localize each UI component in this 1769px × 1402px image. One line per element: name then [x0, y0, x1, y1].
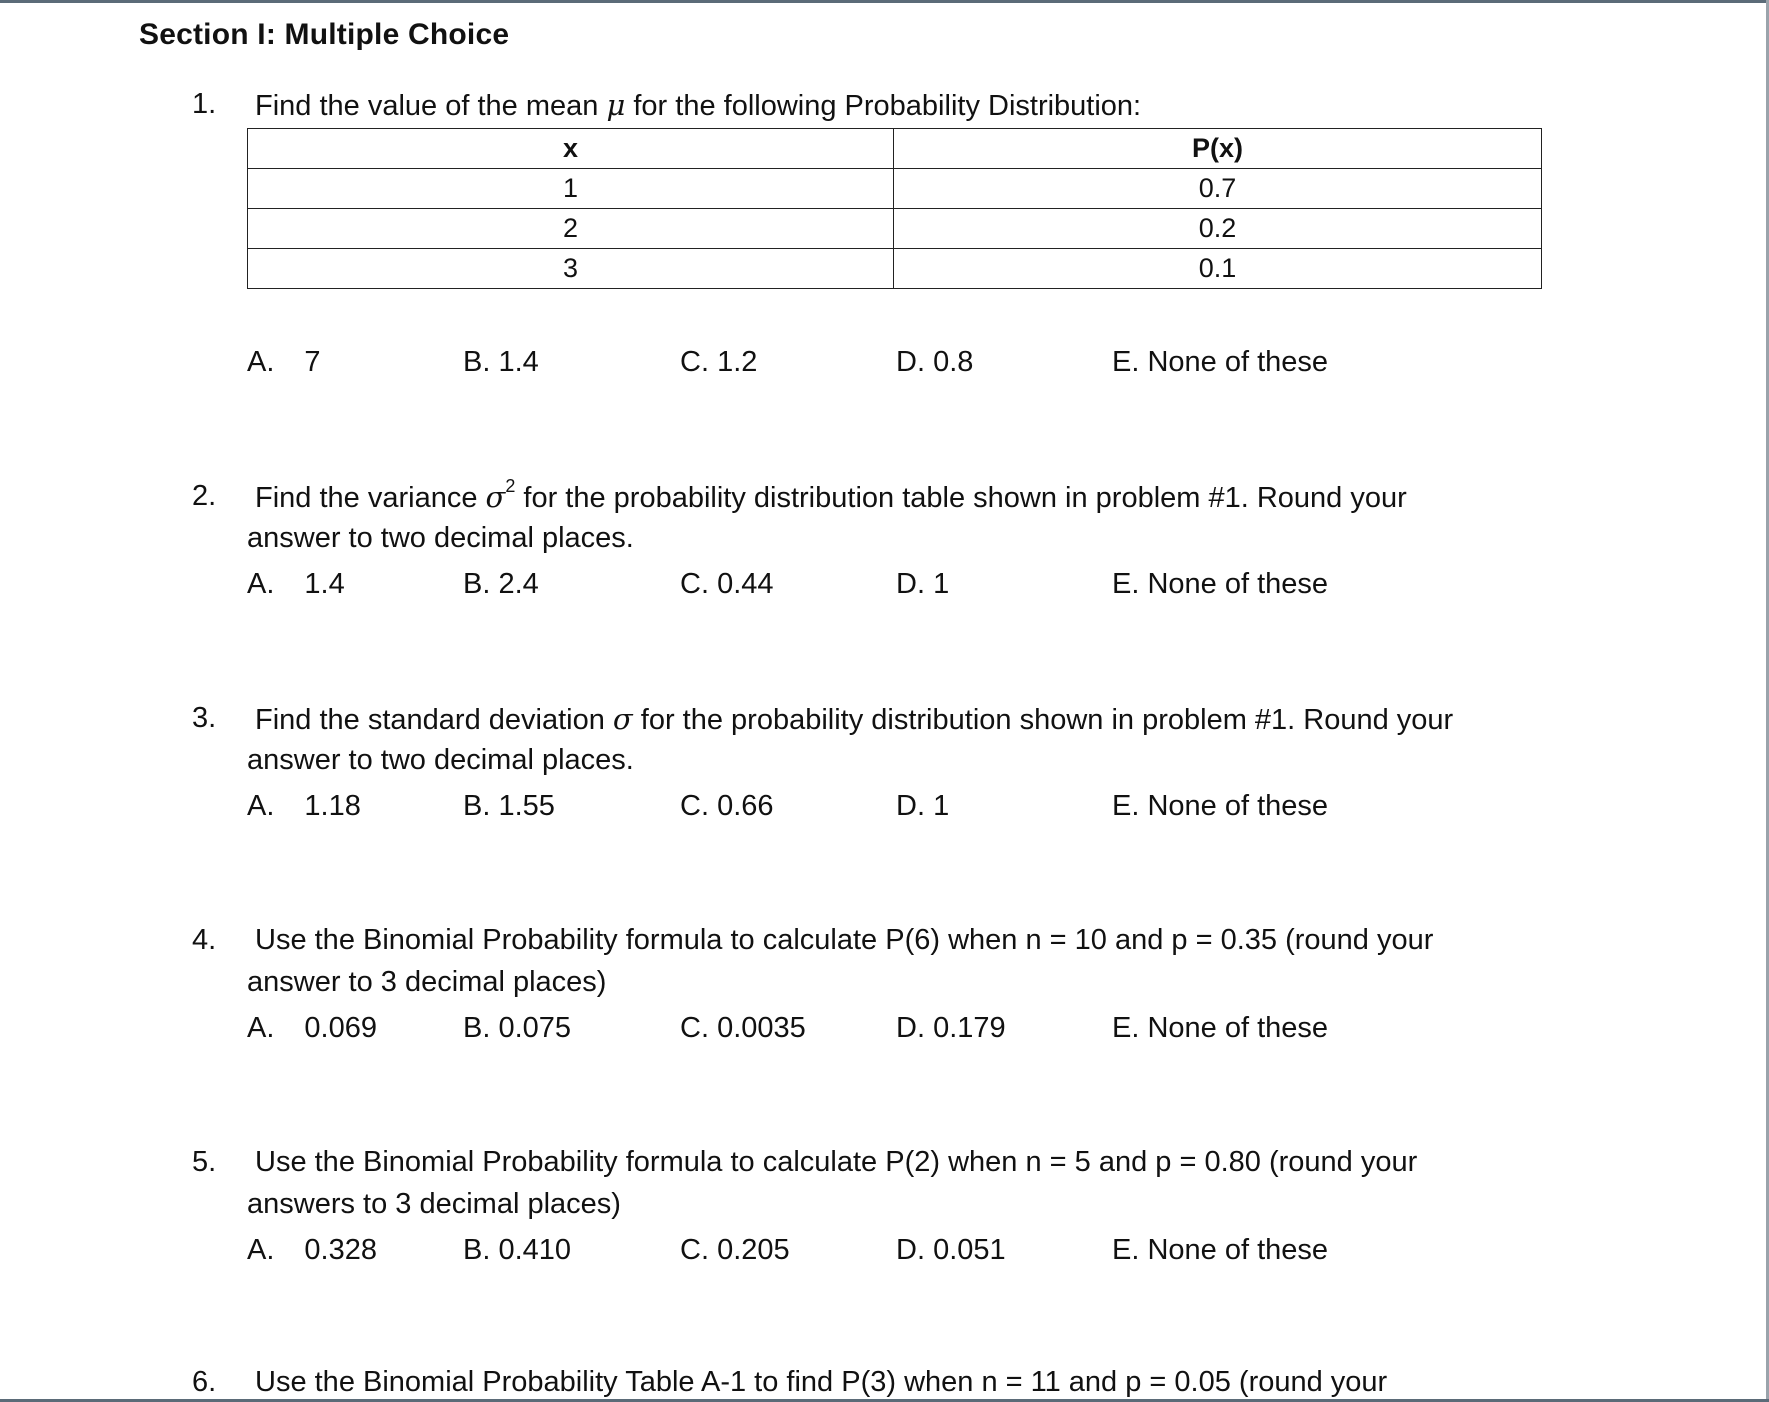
question-number: 4. — [192, 924, 217, 956]
answer-choice-e[interactable] — [1112, 790, 1328, 823]
answer-choice-c[interactable] — [680, 790, 774, 823]
choice-value: 1 — [933, 790, 950, 822]
question-text-part: Find the value of the mean — [255, 90, 607, 122]
table-header-px: P(x) — [894, 129, 1542, 169]
table-header-row — [248, 129, 1542, 169]
choice-value: None of these — [1147, 790, 1329, 822]
choice-value: 2.4 — [498, 568, 539, 600]
question-number: 5. — [192, 1146, 217, 1178]
answer-choice-c[interactable] — [680, 346, 757, 379]
choice-letter: B. — [463, 790, 491, 822]
answer-choice-a[interactable] — [247, 568, 345, 601]
answer-choice-a[interactable] — [247, 790, 361, 823]
choice-letter: C. — [680, 346, 709, 378]
probability-table — [247, 128, 1542, 289]
choice-letter: E. — [1112, 1234, 1140, 1266]
question-text-part: for the following Probability Distribution: — [625, 90, 1142, 122]
table-header-x: x — [248, 129, 894, 169]
answer-choice-e[interactable] — [1112, 568, 1328, 601]
choice-value: 0.0035 — [717, 1012, 806, 1044]
choice-letter: C. — [680, 790, 709, 822]
choice-letter: E. — [1112, 346, 1140, 378]
answer-choice-e[interactable] — [1112, 346, 1328, 379]
choice-value: None of these — [1147, 568, 1329, 600]
answer-choice-e[interactable] — [1112, 1012, 1328, 1045]
question-text: Use the Binomial Probability formula to calculate P(2) when n = 5 and p = 0.80 (round your — [255, 1146, 1418, 1178]
question-text-continued: answer to two decimal places. — [247, 522, 634, 554]
choice-value: 7 — [304, 346, 321, 378]
choice-value: 0.8 — [933, 346, 974, 378]
choice-letter: E. — [1112, 790, 1140, 822]
choice-letter: A. — [247, 790, 275, 822]
choice-letter: E. — [1112, 568, 1140, 600]
choice-letter: C. — [680, 1012, 709, 1044]
choice-letter: A. — [247, 1012, 275, 1044]
table-row — [248, 169, 1542, 209]
table-cell: 2 — [248, 209, 894, 249]
question-text: Use the Binomial Probability formula to calculate P(6) when n = 10 and p = 0.35 (round your — [255, 924, 1434, 956]
question-text — [255, 476, 1407, 515]
choice-letter: B. — [463, 346, 491, 378]
choice-letter: D. — [896, 346, 925, 378]
choice-value: None of these — [1147, 1012, 1329, 1044]
sigma-symbol: σ — [612, 702, 633, 736]
answer-choice-b[interactable] — [463, 1012, 571, 1045]
choice-value: 0.44 — [717, 568, 774, 600]
choice-letter: D. — [896, 568, 925, 600]
question-text — [255, 702, 1453, 737]
choice-value: 1.4 — [498, 346, 539, 378]
answer-choice-d[interactable] — [896, 568, 949, 601]
choice-letter: D. — [896, 790, 925, 822]
choice-value: None of these — [1147, 346, 1329, 378]
question-number: 6. — [192, 1366, 217, 1398]
answer-choice-b[interactable] — [463, 568, 539, 601]
choice-value: 0.075 — [498, 1012, 572, 1044]
table-cell: 0.1 — [894, 249, 1542, 289]
answer-choice-c[interactable] — [680, 1012, 806, 1045]
answer-choice-d[interactable] — [896, 346, 973, 379]
choice-letter: A. — [247, 568, 275, 600]
choice-value: 1 — [933, 568, 950, 600]
choice-value: 1.4 — [304, 568, 345, 600]
answer-choice-a[interactable] — [247, 346, 321, 379]
table-cell: 0.7 — [894, 169, 1542, 209]
section-title: Section I: Multiple Choice — [139, 18, 510, 51]
mu-symbol: μ — [606, 88, 626, 122]
answer-choice-b[interactable] — [463, 1234, 571, 1267]
table-row — [248, 209, 1542, 249]
table-row — [248, 249, 1542, 289]
choice-letter: C. — [680, 568, 709, 600]
question-number: 2. — [192, 480, 217, 512]
choice-value: 0.205 — [717, 1234, 790, 1266]
table-cell: 1 — [248, 169, 894, 209]
question-text-continued: answer to two decimal places. — [247, 744, 634, 776]
question-text-part: for the probability distribution table shown in problem #1. Round your — [515, 482, 1407, 514]
answer-choice-c[interactable] — [680, 1234, 790, 1267]
answer-choice-d[interactable] — [896, 790, 949, 823]
superscript: 2 — [505, 476, 516, 497]
choice-letter: A. — [247, 346, 275, 378]
choice-value: 1.2 — [717, 346, 758, 378]
choice-value: 1.55 — [498, 790, 555, 822]
question-text-part: Find the variance — [255, 482, 486, 514]
choice-letter: D. — [896, 1234, 925, 1266]
choice-value: 0.66 — [717, 790, 774, 822]
answer-choice-c[interactable] — [680, 568, 774, 601]
choice-letter: D. — [896, 1012, 925, 1044]
choice-letter: C. — [680, 1234, 709, 1266]
question-number: 3. — [192, 702, 217, 734]
choice-value: 0.410 — [498, 1234, 572, 1266]
question-text-continued: answer to 3 decimal places) — [247, 966, 607, 998]
choice-value: 0.328 — [304, 1234, 377, 1266]
answer-choice-b[interactable] — [463, 346, 539, 379]
choice-value: 0.069 — [304, 1012, 377, 1044]
choice-letter: E. — [1112, 1012, 1140, 1044]
question-text-continued: answers to 3 decimal places) — [247, 1188, 621, 1220]
answer-choice-e[interactable] — [1112, 1234, 1328, 1267]
table-cell: 3 — [248, 249, 894, 289]
sigma-symbol: σ — [485, 480, 506, 514]
table-cell: 0.2 — [894, 209, 1542, 249]
choice-value: None of these — [1147, 1234, 1329, 1266]
choice-value: 0.051 — [933, 1234, 1006, 1266]
answer-choice-a[interactable] — [247, 1012, 377, 1045]
question-text — [255, 88, 1141, 123]
choice-value: 0.179 — [933, 1012, 1006, 1044]
top-border — [0, 0, 1769, 3]
question-number: 1. — [192, 88, 217, 120]
choice-letter: B. — [463, 1012, 491, 1044]
answer-choice-d[interactable] — [896, 1012, 1006, 1045]
answer-choice-b[interactable] — [463, 790, 555, 823]
question-text-part: Find the standard deviation — [255, 704, 613, 736]
choice-value: 1.18 — [304, 790, 361, 822]
choice-letter: B. — [463, 1234, 491, 1266]
choice-letter: A. — [247, 1234, 275, 1266]
choice-letter: B. — [463, 568, 491, 600]
answer-choice-d[interactable] — [896, 1234, 1006, 1267]
answer-choice-a[interactable] — [247, 1234, 377, 1267]
question-text: Use the Binomial Probability Table A-1 to find P(3) when n = 11 and p = 0.05 (round your — [255, 1366, 1388, 1398]
question-text-part: for the probability distribution shown in problem #1. Round your — [632, 704, 1454, 736]
